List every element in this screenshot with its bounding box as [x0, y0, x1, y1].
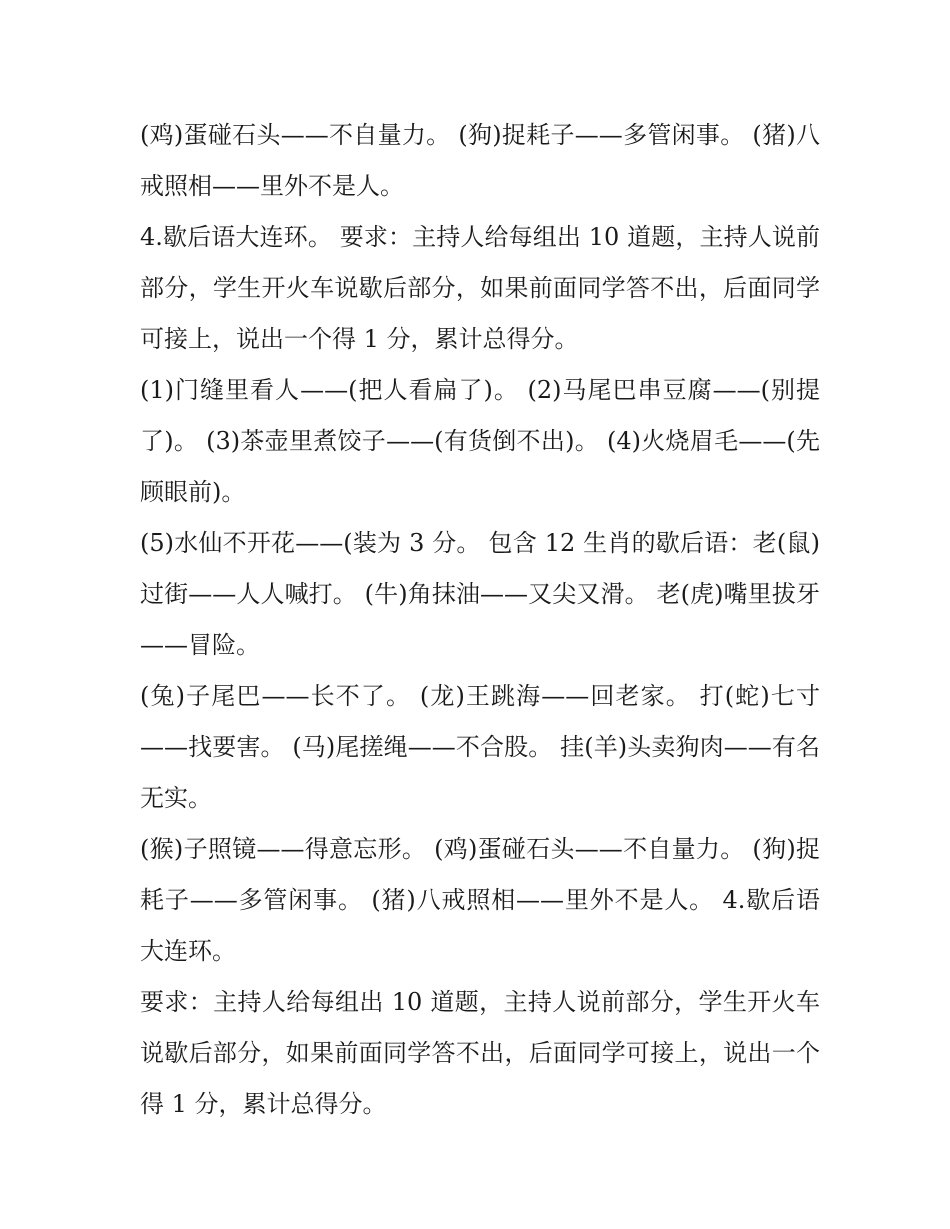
- paragraph-question-5-and-zodiac: (5)水仙不开花——(装为 3 分。 包含 12 生肖的歇后语：老(鼠)过街——人人喊打。 (牛)角抹油——又尖又滑。 老(虎)嘴里拔牙——冒险。: [140, 529, 820, 659]
- paragraph-game-rules-repeat: 要求：主持人给每组出 10 道题，主持人说前部分，学生开火车说歇后部分，如果前面同学答不出，后面同学可接上，说出一个得 1 分，累计总得分。: [140, 988, 820, 1118]
- paragraph-questions-1-4: (1)门缝里看人——(把人看扁了)。 (2)马尾巴串豆腐——(别提了)。 (3)茶壶里煮饺子——(有货倒不出)。 (4)火烧眉毛——(先顾眼前)。: [140, 376, 820, 506]
- paragraph-zodiac-rabbit-to-goat: (兔)子尾巴——长不了。 (龙)王跳海——回老家。 打(蛇)七寸——找要害。 (马)尾搓绳——不合股。 挂(羊)头卖狗肉——有名无实。: [140, 682, 820, 812]
- document-page: [140, 110, 820, 1190]
- paragraph-zodiac-monkey-to-pig: (猴)子照镜——得意忘形。 (鸡)蛋碰石头——不自量力。 (狗)捉耗子——多管闲事。 (猪)八戒照相——里外不是人。 4.歇后语大连环。: [140, 835, 820, 965]
- paragraph-game-rules: 4.歇后语大连环。 要求：主持人给每组出 10 道题，主持人说前部分，学生开火车说歇后部分，如果前面同学答不出，后面同学可接上，说出一个得 1 分，累计总得分。: [140, 223, 820, 353]
- paragraph-zodiac-chicken-dog-pig: (鸡)蛋碰石头——不自量力。 (狗)捉耗子——多管闲事。 (猪)八戒照相——里外不是人。: [140, 121, 820, 200]
